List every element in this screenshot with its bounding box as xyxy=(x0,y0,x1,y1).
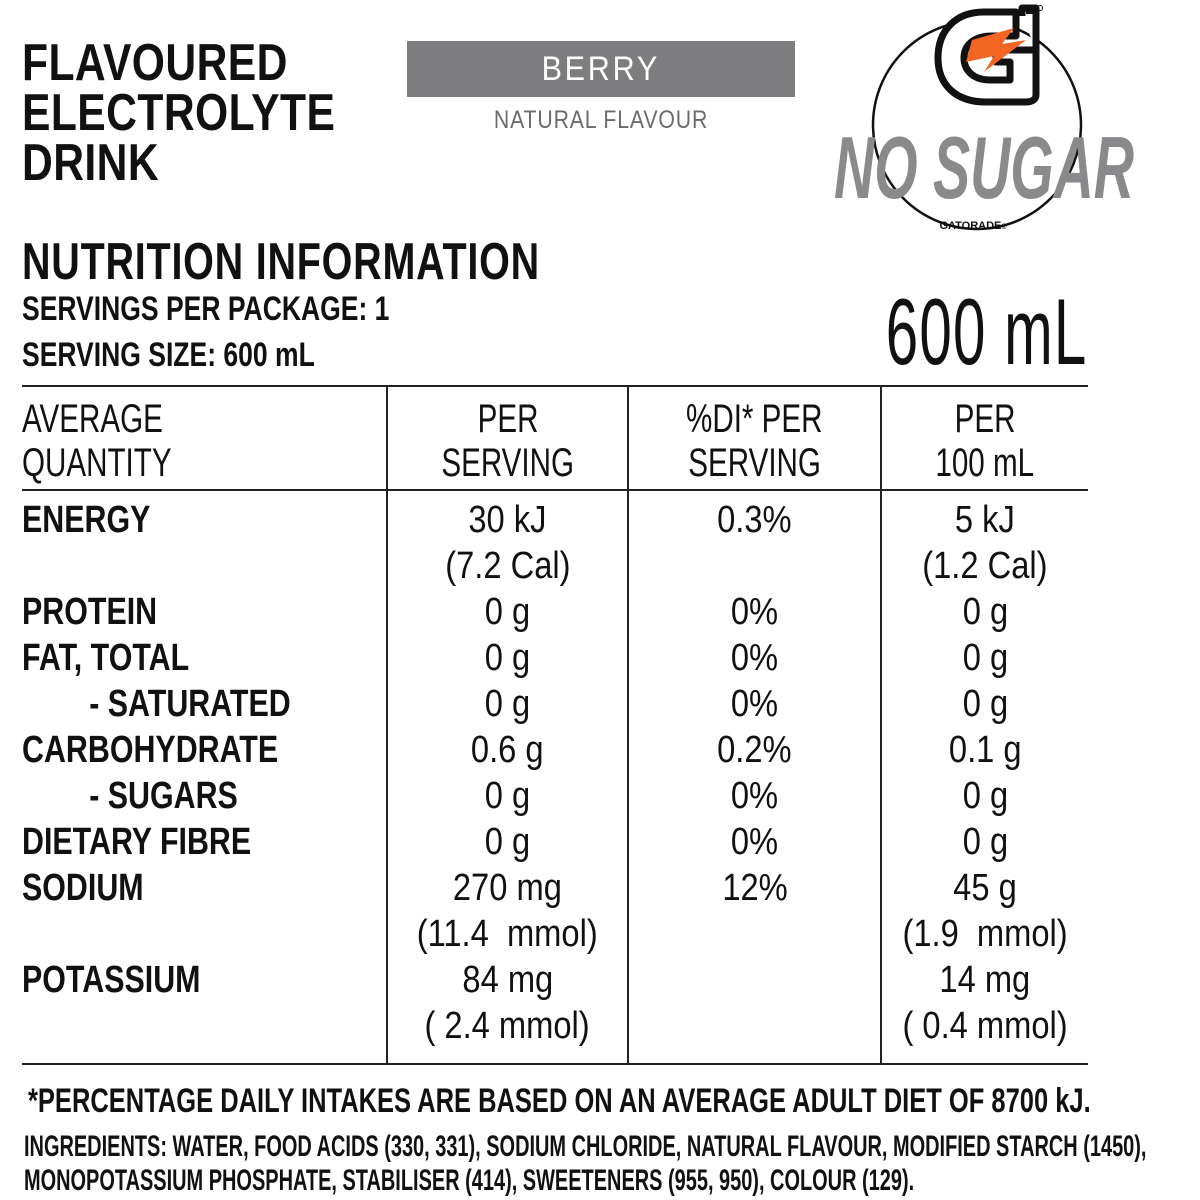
per-100ml-value: 0 g xyxy=(962,637,1008,679)
per-100ml-value: 0 g xyxy=(962,591,1008,633)
nutrition-table xyxy=(22,385,1088,1065)
serving-size: SERVING SIZE: 600 mL xyxy=(22,336,315,374)
nutrient-label: DIETARY FIBRE xyxy=(22,821,252,863)
per-100ml-value: 45 g xyxy=(953,867,1017,909)
di-value: 0.2% xyxy=(717,729,792,771)
flavour-badge xyxy=(407,41,795,97)
nutrient-row-sugars xyxy=(22,773,1088,819)
flavour-name: BERRY xyxy=(541,49,661,88)
nutrient-label: PROTEIN xyxy=(22,591,158,633)
per-serving-value: 0.6 g xyxy=(471,729,544,771)
nutrient-label: POTASSIUM xyxy=(22,959,201,1001)
package-volume: 600 mL xyxy=(886,279,1088,384)
table-header-row xyxy=(22,386,1088,490)
nutrient-label: CARBOHYDRATE xyxy=(22,729,279,771)
di-value: 0% xyxy=(731,821,779,863)
di-value: 0.3% xyxy=(717,499,792,541)
nutrient-row-saturated xyxy=(22,681,1088,727)
nutrient-label: - SATURATED xyxy=(89,683,291,725)
di-value: 0% xyxy=(731,591,779,633)
ingredients-line-1: INGREDIENTS: WATER, FOOD ACIDS (330, 331), SODIUM CHLORIDE, NATURAL FLAVOUR, MODIFIED STARCH (1450), xyxy=(24,1130,1147,1163)
daily-intake-footnote: *PERCENTAGE DAILY INTAKES ARE BASED ON AN AVERAGE ADULT DIET OF 8700 kJ. xyxy=(28,1082,1091,1120)
per-serving-value: 0 g xyxy=(484,683,531,725)
per-serving-value: 84 mg xyxy=(461,959,553,1001)
nutrient-label: ENERGY xyxy=(22,499,151,541)
header-average-quantity: AVERAGE QUANTITY xyxy=(22,386,387,490)
flavour-note-text: NATURAL FLAVOUR xyxy=(493,106,709,134)
nutrient-label: FAT, TOTAL xyxy=(22,637,190,679)
per-100ml-value: ( 0.4 mmol) xyxy=(902,1005,1068,1047)
per-100ml-value: (1.9 mmol) xyxy=(902,913,1068,955)
nutrient-row-potassium xyxy=(22,957,1088,1064)
per-serving-value: 0 g xyxy=(484,821,531,863)
per-serving-value: (11.4 mmol) xyxy=(416,913,598,955)
per-100ml-value: 0.1 g xyxy=(948,729,1022,771)
per-serving-value: 0 g xyxy=(484,637,531,679)
servings-per-package: SERVINGS PER PACKAGE: 1 xyxy=(22,290,390,328)
per-100ml-value: 0 g xyxy=(962,821,1008,863)
per-100ml-value: (1.2 Cal) xyxy=(922,545,1048,587)
gatorade-g-logo-icon xyxy=(826,0,1136,255)
product-type-heading xyxy=(22,34,336,192)
ingredients-line-2: MONOPOTASSIUM PHOSPHATE, STABILISER (414), SWEETENERS (955, 950), COLOUR (129). xyxy=(24,1164,915,1197)
gatorade-wordmark: GATORADE® xyxy=(939,220,1007,232)
di-value: 0% xyxy=(731,775,779,817)
per-serving-value: (7.2 Cal) xyxy=(444,545,571,587)
nutrient-row-protein xyxy=(22,589,1088,635)
per-serving-value: 0 g xyxy=(484,591,531,633)
di-value: 0% xyxy=(731,637,779,679)
per-100ml-value: 0 g xyxy=(962,683,1008,725)
nutrient-label: SODIUM xyxy=(22,867,144,909)
per-serving-value: ( 2.4 mmol) xyxy=(424,1005,591,1047)
per-serving-value: 270 mg xyxy=(452,867,562,909)
nutrient-row-carbohydrate xyxy=(22,727,1088,773)
header-per-serving: PER SERVING xyxy=(387,386,629,490)
di-value: 0% xyxy=(731,683,779,725)
no-sugar-tagline: NO SUGAR xyxy=(834,118,1134,217)
nutrient-row-energy xyxy=(22,490,1088,589)
di-value: 12% xyxy=(721,867,788,909)
per-serving-value: 30 kJ xyxy=(468,499,547,541)
product-type-line: ELECTROLYTE xyxy=(22,84,336,142)
per-100ml-value: 14 mg xyxy=(939,959,1031,1001)
per-serving-value: 0 g xyxy=(484,775,531,817)
nutrition-title: NUTRITION INFORMATION xyxy=(22,233,540,291)
nutrient-label: - SUGARS xyxy=(89,775,238,817)
gatorade-logo xyxy=(826,0,1136,255)
per-100ml-value: 5 kJ xyxy=(955,499,1016,541)
nutrient-row-fat-total xyxy=(22,635,1088,681)
flavour-note xyxy=(407,106,795,135)
header-per-100ml: PER 100 mL xyxy=(881,386,1088,490)
product-type-line: FLAVOURED xyxy=(22,34,288,92)
header-di-per-serving: %DI* PER SERVING xyxy=(628,386,881,490)
nutrient-row-dietary-fibre xyxy=(22,819,1088,865)
product-type-line: DRINK xyxy=(22,134,160,192)
per-100ml-value: 0 g xyxy=(962,775,1008,817)
nutrient-row-sodium xyxy=(22,865,1088,957)
